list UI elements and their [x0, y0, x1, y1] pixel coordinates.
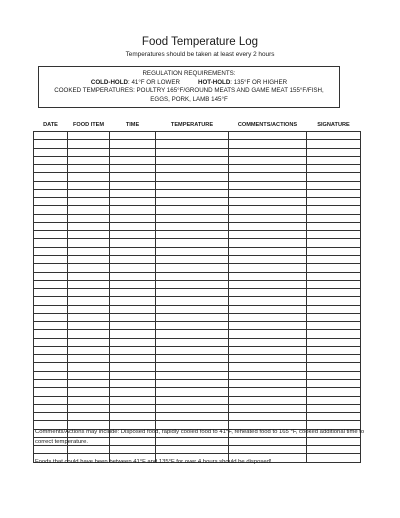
food-item-cell[interactable] [68, 239, 110, 247]
date-cell[interactable] [34, 305, 68, 313]
signature-cell[interactable] [307, 322, 361, 330]
comments-actions-cell[interactable] [229, 140, 307, 148]
comments-actions-cell[interactable] [229, 388, 307, 396]
table-row [34, 198, 361, 206]
temperature-cell[interactable] [156, 214, 229, 222]
comments-actions-cell[interactable] [229, 330, 307, 338]
time-cell[interactable] [110, 346, 156, 354]
food-item-cell[interactable] [68, 322, 110, 330]
signature-cell[interactable] [307, 189, 361, 197]
table-row [34, 247, 361, 255]
comments-actions-cell[interactable] [229, 222, 307, 230]
time-cell[interactable] [110, 305, 156, 313]
signature-cell[interactable] [307, 413, 361, 421]
table-row [34, 330, 361, 338]
comments-actions-cell[interactable] [229, 198, 307, 206]
table-row [34, 239, 361, 247]
signature-cell[interactable] [307, 148, 361, 156]
table-row [34, 404, 361, 412]
food-item-cell[interactable] [68, 181, 110, 189]
cold-hold-value: : 41°F OR LOWER [128, 78, 180, 86]
temperature-cell[interactable] [156, 247, 229, 255]
date-cell[interactable] [34, 371, 68, 379]
temperature-cell[interactable] [156, 404, 229, 412]
table-row [34, 396, 361, 404]
food-item-cell[interactable] [68, 280, 110, 288]
table-row [34, 289, 361, 297]
comments-actions-cell[interactable] [229, 322, 307, 330]
signature-cell[interactable] [307, 132, 361, 140]
date-cell[interactable] [34, 214, 68, 222]
temperature-cell[interactable] [156, 330, 229, 338]
temperature-cell[interactable] [156, 255, 229, 263]
table-row [34, 371, 361, 379]
temperature-cell[interactable] [156, 346, 229, 354]
comments-actions-cell[interactable] [229, 272, 307, 280]
food-item-cell[interactable] [68, 404, 110, 412]
date-cell[interactable] [34, 165, 68, 173]
table-row [34, 181, 361, 189]
time-cell[interactable] [110, 413, 156, 421]
signature-cell[interactable] [307, 363, 361, 371]
table-header-row [34, 118, 361, 132]
time-cell[interactable] [110, 206, 156, 214]
temperature-cell[interactable] [156, 371, 229, 379]
column-header-food-item: FOOD ITEM [72, 121, 105, 128]
table-row [34, 222, 361, 230]
time-cell[interactable] [110, 297, 156, 305]
time-cell[interactable] [110, 239, 156, 247]
comments-actions-cell[interactable] [229, 404, 307, 412]
date-cell[interactable] [34, 148, 68, 156]
comments-actions-cell[interactable] [229, 156, 307, 164]
signature-cell[interactable] [307, 355, 361, 363]
food-item-cell[interactable] [68, 305, 110, 313]
table-row [34, 297, 361, 305]
table-row [34, 363, 361, 371]
date-cell[interactable] [34, 264, 68, 272]
time-cell[interactable] [110, 156, 156, 164]
comments-actions-note: Comments/Actions may include: Disposed food, rapidly cooled food to 41°F, reheated food to 165 °F, cooked additional time to correct temperature. [35, 429, 365, 445]
comments-actions-cell[interactable] [229, 255, 307, 263]
signature-cell[interactable] [307, 198, 361, 206]
temperature-cell[interactable] [156, 280, 229, 288]
date-cell[interactable] [34, 404, 68, 412]
temperature-cell[interactable] [156, 355, 229, 363]
time-cell[interactable] [110, 264, 156, 272]
temperature-cell[interactable] [156, 189, 229, 197]
signature-cell[interactable] [307, 231, 361, 239]
column-header-signature: SIGNATURE [317, 121, 350, 128]
food-item-cell[interactable] [68, 189, 110, 197]
comments-actions-cell[interactable] [229, 280, 307, 288]
column-header-time: TIME [125, 121, 140, 128]
signature-cell[interactable] [307, 297, 361, 305]
signature-cell[interactable] [307, 239, 361, 247]
temperature-cell[interactable] [156, 181, 229, 189]
requirements-heading: REGULATION REQUIREMENTS: [142, 70, 236, 77]
food-item-cell[interactable] [68, 148, 110, 156]
time-cell[interactable] [110, 173, 156, 181]
time-cell[interactable] [110, 181, 156, 189]
time-cell[interactable] [110, 132, 156, 140]
date-cell[interactable] [34, 156, 68, 164]
table-row [34, 255, 361, 263]
food-item-cell[interactable] [68, 165, 110, 173]
column-header-temperature: TEMPERATURE [170, 121, 214, 128]
date-cell[interactable] [34, 181, 68, 189]
cold-hold-label: COLD-HOLD [90, 78, 128, 86]
date-cell[interactable] [34, 289, 68, 297]
temperature-cell[interactable] [156, 140, 229, 148]
cooked-temperatures-line-2: EGGS, PORK, LAMB 145°F [150, 95, 228, 103]
temperature-cell[interactable] [156, 396, 229, 404]
signature-cell[interactable] [307, 371, 361, 379]
signature-cell[interactable] [307, 206, 361, 214]
temperature-cell[interactable] [156, 322, 229, 330]
table-row [34, 338, 361, 346]
time-cell[interactable] [110, 247, 156, 255]
hot-hold-label: HOT-HOLD [197, 78, 231, 86]
date-cell[interactable] [34, 222, 68, 230]
signature-cell[interactable] [307, 338, 361, 346]
comments-actions-cell[interactable] [229, 214, 307, 222]
food-item-cell[interactable] [68, 346, 110, 354]
table-row [34, 173, 361, 181]
column-header-comments-actions: COMMENTS/ACTIONS [237, 121, 298, 128]
food-item-cell[interactable] [68, 379, 110, 387]
temperature-cell[interactable] [156, 338, 229, 346]
regulation-requirements-box [38, 66, 340, 108]
comments-actions-cell[interactable] [229, 148, 307, 156]
comments-actions-cell[interactable] [229, 305, 307, 313]
date-cell[interactable] [34, 140, 68, 148]
temperature-cell[interactable] [156, 239, 229, 247]
date-cell[interactable] [34, 322, 68, 330]
date-cell[interactable] [34, 280, 68, 288]
table-body [34, 132, 361, 463]
signature-cell[interactable] [307, 255, 361, 263]
signature-cell[interactable] [307, 156, 361, 164]
comments-actions-cell[interactable] [229, 355, 307, 363]
time-cell[interactable] [110, 404, 156, 412]
page-subtitle: Temperatures should be taken at least every 2 hours [125, 51, 275, 58]
food-item-cell[interactable] [68, 272, 110, 280]
comments-actions-cell[interactable] [229, 173, 307, 181]
table-row [34, 214, 361, 222]
time-cell[interactable] [110, 322, 156, 330]
signature-cell[interactable] [307, 404, 361, 412]
food-item-cell[interactable] [68, 173, 110, 181]
temperature-cell[interactable] [156, 388, 229, 396]
date-cell[interactable] [34, 313, 68, 321]
date-cell[interactable] [34, 239, 68, 247]
date-cell[interactable] [34, 396, 68, 404]
time-cell[interactable] [110, 280, 156, 288]
temperature-cell[interactable] [156, 363, 229, 371]
time-cell[interactable] [110, 379, 156, 387]
date-cell[interactable] [34, 413, 68, 421]
temperature-cell[interactable] [156, 379, 229, 387]
comments-actions-cell[interactable] [229, 239, 307, 247]
signature-cell[interactable] [307, 346, 361, 354]
table-row [34, 280, 361, 288]
signature-cell[interactable] [307, 165, 361, 173]
signature-cell[interactable] [307, 247, 361, 255]
comments-actions-cell[interactable] [229, 338, 307, 346]
date-cell[interactable] [34, 231, 68, 239]
signature-cell[interactable] [307, 140, 361, 148]
temperature-cell[interactable] [156, 198, 229, 206]
temperature-cell[interactable] [156, 297, 229, 305]
date-cell[interactable] [34, 379, 68, 387]
temperature-cell[interactable] [156, 156, 229, 164]
time-cell[interactable] [110, 338, 156, 346]
time-cell[interactable] [110, 198, 156, 206]
table-row [34, 322, 361, 330]
signature-cell[interactable] [307, 280, 361, 288]
table-row [34, 346, 361, 354]
time-cell[interactable] [110, 272, 156, 280]
date-cell[interactable] [34, 297, 68, 305]
food-item-cell[interactable] [68, 156, 110, 164]
cooked-temperatures-line-1: COOKED TEMPERATURES: POULTRY 165°F/GROUND MEATS AND GAME MEAT 155°F/FISH, [54, 87, 324, 95]
table-row [34, 132, 361, 140]
food-item-cell[interactable] [68, 132, 110, 140]
time-cell[interactable] [110, 255, 156, 263]
time-cell[interactable] [110, 355, 156, 363]
food-item-cell[interactable] [68, 396, 110, 404]
food-item-cell[interactable] [68, 388, 110, 396]
time-cell[interactable] [110, 289, 156, 297]
food-item-cell[interactable] [68, 289, 110, 297]
signature-cell[interactable] [307, 264, 361, 272]
hold-requirements-row [39, 79, 339, 88]
table-row [34, 413, 361, 421]
date-cell[interactable] [34, 272, 68, 280]
food-item-cell[interactable] [68, 247, 110, 255]
date-cell[interactable] [34, 132, 68, 140]
comments-actions-cell[interactable] [229, 247, 307, 255]
temperature-log-table [33, 118, 361, 463]
temperature-cell[interactable] [156, 231, 229, 239]
temperature-cell[interactable] [156, 173, 229, 181]
date-cell[interactable] [34, 330, 68, 338]
signature-cell[interactable] [307, 313, 361, 321]
comments-actions-cell[interactable] [229, 231, 307, 239]
comments-actions-cell[interactable] [229, 264, 307, 272]
food-item-cell[interactable] [68, 264, 110, 272]
temperature-cell[interactable] [156, 264, 229, 272]
disposal-warning-note: Foods that could have been between 41°F and 135°F for over 4 hours should be disposed! [35, 459, 272, 465]
table-row [34, 264, 361, 272]
comments-actions-cell[interactable] [229, 297, 307, 305]
food-item-cell[interactable] [68, 231, 110, 239]
comments-actions-cell[interactable] [229, 379, 307, 387]
comments-actions-cell[interactable] [229, 289, 307, 297]
date-cell[interactable] [34, 388, 68, 396]
time-cell[interactable] [110, 231, 156, 239]
food-item-cell[interactable] [68, 330, 110, 338]
time-cell[interactable] [110, 363, 156, 371]
time-cell[interactable] [110, 214, 156, 222]
table-row [34, 355, 361, 363]
table-row [34, 156, 361, 164]
signature-cell[interactable] [307, 173, 361, 181]
signature-cell[interactable] [307, 396, 361, 404]
table-row [34, 305, 361, 313]
table-row [34, 379, 361, 387]
date-cell[interactable] [34, 355, 68, 363]
comments-actions-cell[interactable] [229, 346, 307, 354]
food-item-cell[interactable] [68, 355, 110, 363]
temperature-cell[interactable] [156, 222, 229, 230]
table-row [34, 272, 361, 280]
time-cell[interactable] [110, 148, 156, 156]
temperature-cell[interactable] [156, 132, 229, 140]
comments-actions-cell[interactable] [229, 132, 307, 140]
table-row [34, 148, 361, 156]
time-cell[interactable] [110, 313, 156, 321]
temperature-cell[interactable] [156, 289, 229, 297]
signature-cell[interactable] [307, 272, 361, 280]
table-row [34, 140, 361, 148]
food-item-cell[interactable] [68, 214, 110, 222]
temperature-cell[interactable] [156, 148, 229, 156]
food-item-cell[interactable] [68, 198, 110, 206]
food-item-cell[interactable] [68, 363, 110, 371]
comments-actions-cell[interactable] [229, 313, 307, 321]
time-cell[interactable] [110, 396, 156, 404]
date-cell[interactable] [34, 338, 68, 346]
comments-actions-cell[interactable] [229, 189, 307, 197]
food-item-cell[interactable] [68, 413, 110, 421]
food-item-cell[interactable] [68, 313, 110, 321]
food-item-cell[interactable] [68, 297, 110, 305]
signature-cell[interactable] [307, 330, 361, 338]
temperature-cell[interactable] [156, 272, 229, 280]
comments-actions-cell[interactable] [229, 413, 307, 421]
signature-cell[interactable] [307, 379, 361, 387]
comments-actions-cell[interactable] [229, 165, 307, 173]
table-row [34, 206, 361, 214]
table-row [34, 231, 361, 239]
food-item-cell[interactable] [68, 255, 110, 263]
time-cell[interactable] [110, 189, 156, 197]
date-cell[interactable] [34, 206, 68, 214]
table-row [34, 165, 361, 173]
signature-cell[interactable] [307, 388, 361, 396]
date-cell[interactable] [34, 247, 68, 255]
food-item-cell[interactable] [68, 371, 110, 379]
date-cell[interactable] [34, 198, 68, 206]
signature-cell[interactable] [307, 222, 361, 230]
time-cell[interactable] [110, 371, 156, 379]
table-row [34, 313, 361, 321]
comments-actions-cell[interactable] [229, 396, 307, 404]
table-row [34, 189, 361, 197]
comments-actions-cell[interactable] [229, 371, 307, 379]
temperature-cell[interactable] [156, 413, 229, 421]
food-item-cell[interactable] [68, 140, 110, 148]
date-cell[interactable] [34, 189, 68, 197]
food-item-cell[interactable] [68, 206, 110, 214]
page-title: Food Temperature Log [141, 36, 259, 48]
date-cell[interactable] [34, 255, 68, 263]
comments-actions-cell[interactable] [229, 363, 307, 371]
table-row [34, 388, 361, 396]
time-cell[interactable] [110, 330, 156, 338]
comments-actions-cell[interactable] [229, 181, 307, 189]
hot-hold-value: : 135°F OR HIGHER [230, 78, 288, 86]
temperature-cell[interactable] [156, 206, 229, 214]
signature-cell[interactable] [307, 181, 361, 189]
signature-cell[interactable] [307, 289, 361, 297]
temperature-cell[interactable] [156, 165, 229, 173]
date-cell[interactable] [34, 363, 68, 371]
time-cell[interactable] [110, 140, 156, 148]
time-cell[interactable] [110, 222, 156, 230]
signature-cell[interactable] [307, 214, 361, 222]
food-item-cell[interactable] [68, 338, 110, 346]
date-cell[interactable] [34, 173, 68, 181]
date-cell[interactable] [34, 346, 68, 354]
food-item-cell[interactable] [68, 222, 110, 230]
temperature-cell[interactable] [156, 313, 229, 321]
column-header-date: DATE [43, 121, 58, 128]
comments-actions-cell[interactable] [229, 206, 307, 214]
temperature-cell[interactable] [156, 305, 229, 313]
time-cell[interactable] [110, 165, 156, 173]
time-cell[interactable] [110, 388, 156, 396]
signature-cell[interactable] [307, 305, 361, 313]
